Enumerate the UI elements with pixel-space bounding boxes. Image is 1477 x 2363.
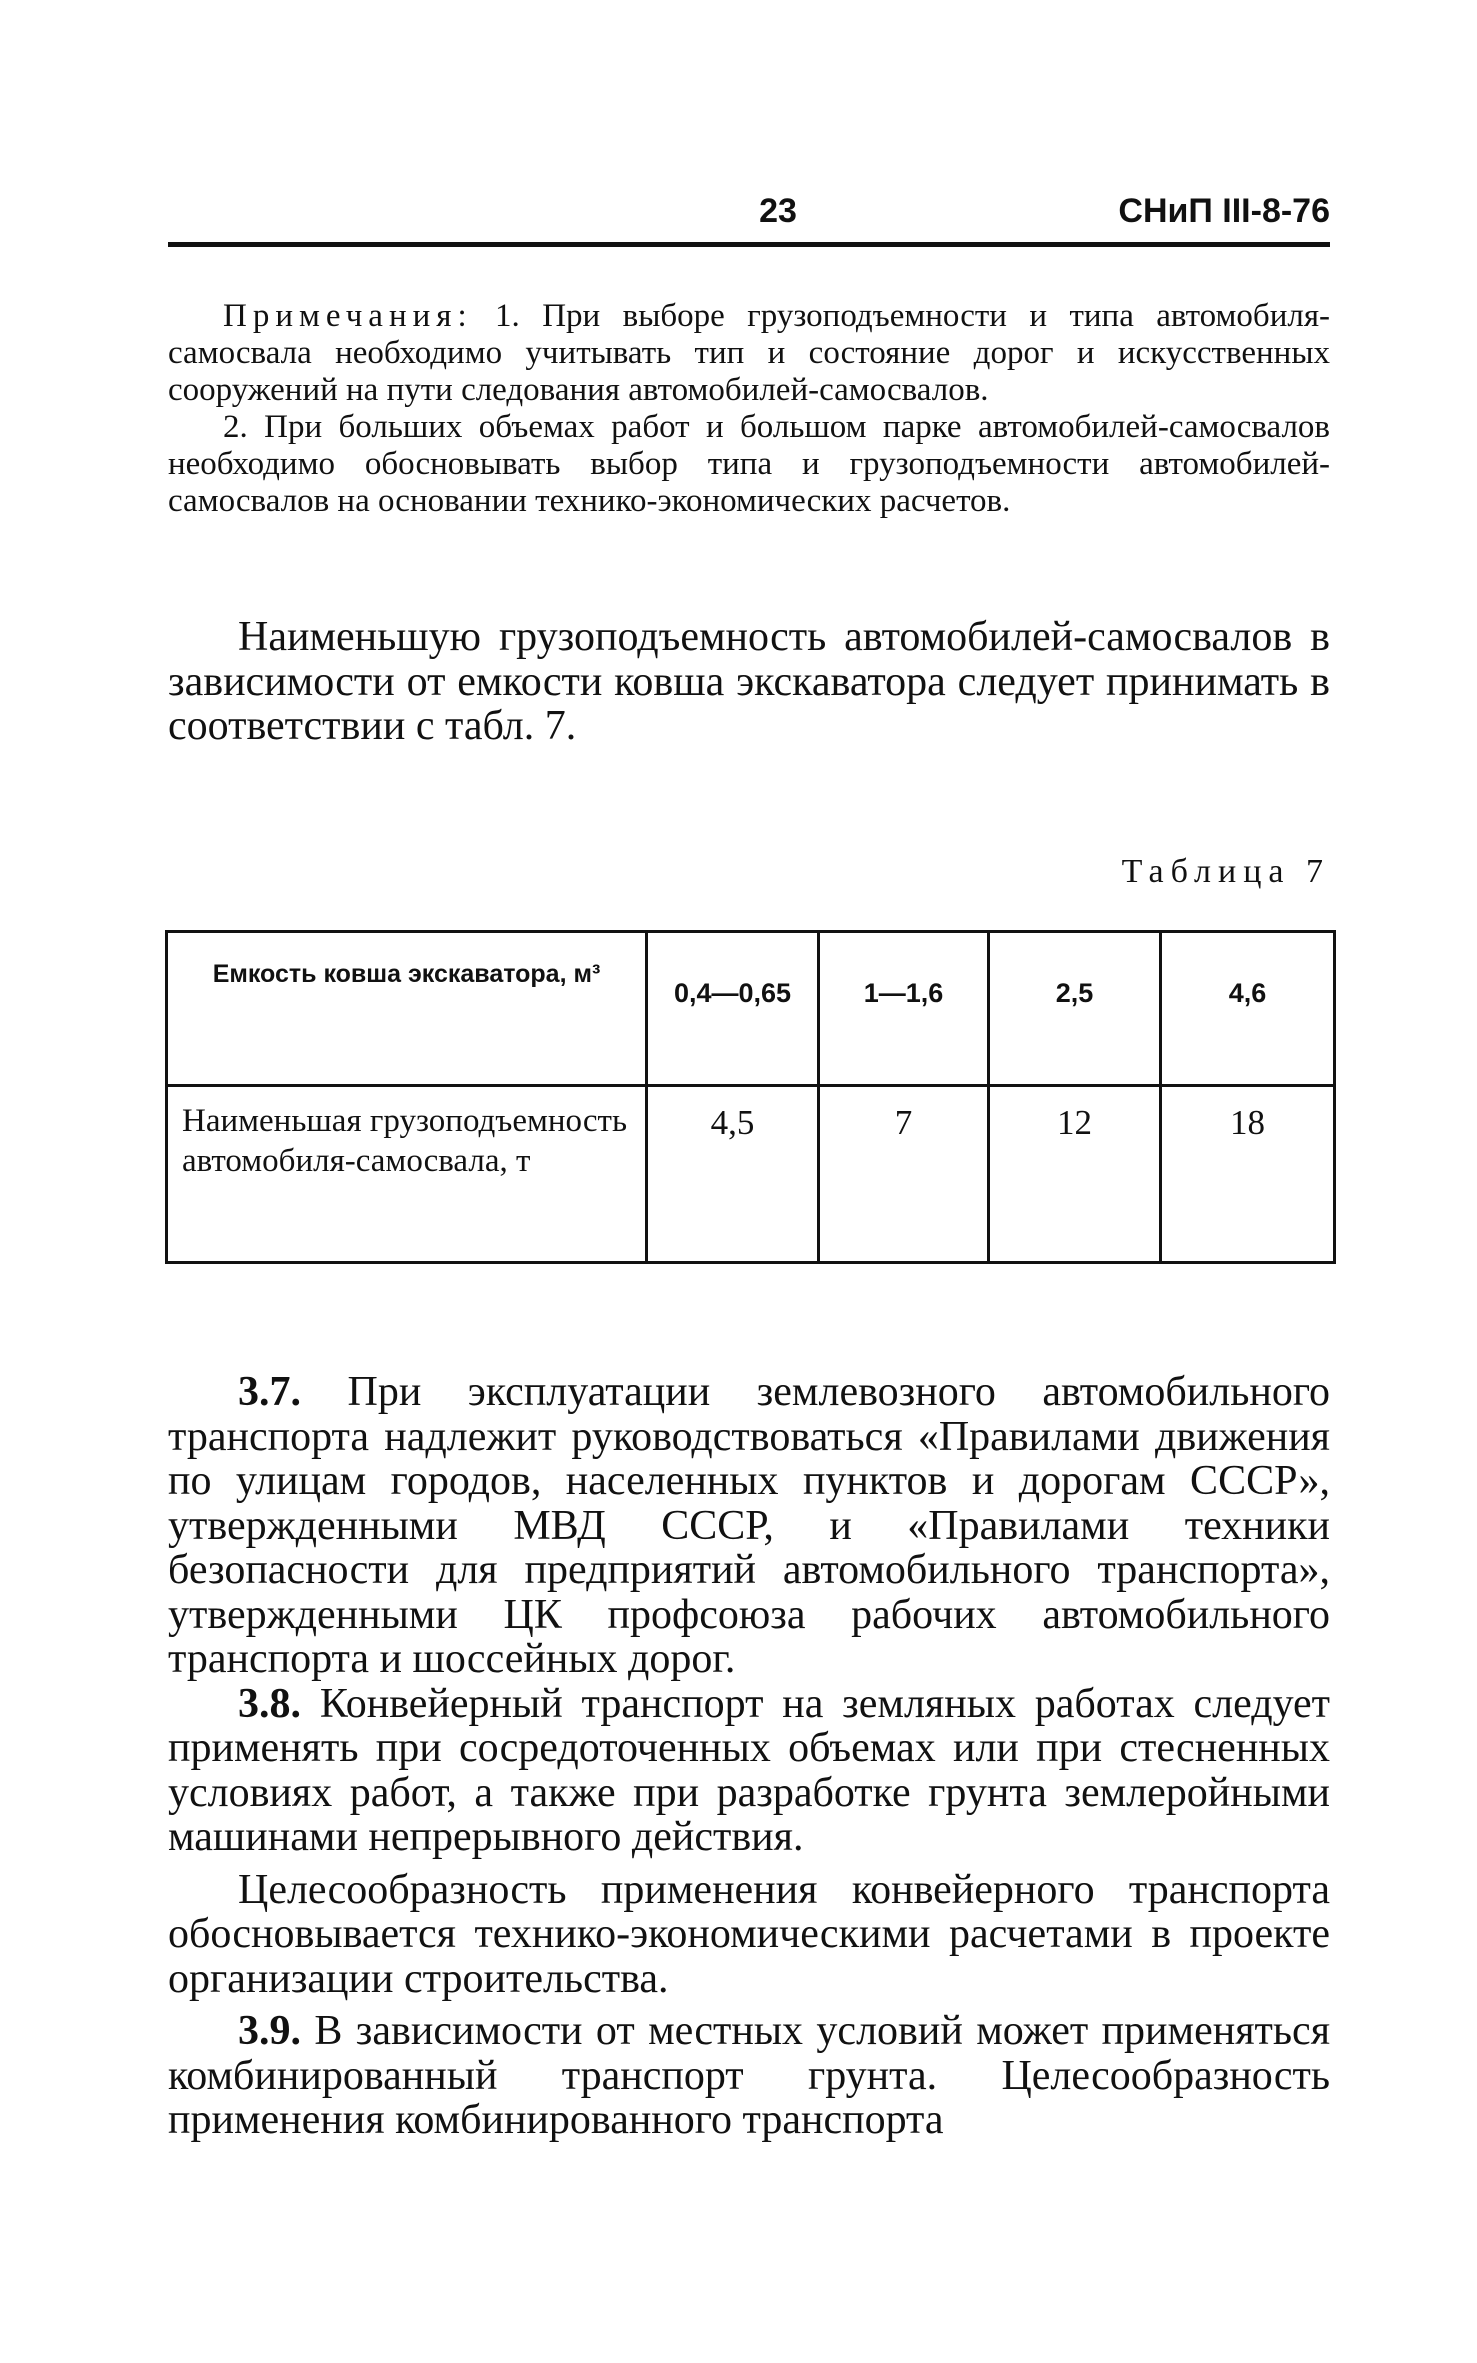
- row-1-label: Емкость ковша экскаватора, м³: [167, 932, 647, 1086]
- header-rule: [168, 242, 1330, 247]
- table-caption: Таблица 7: [1121, 853, 1330, 890]
- row-1-value: 0,4—0,65: [647, 932, 819, 1086]
- page-number: 23: [759, 192, 797, 230]
- note-2: 2. При больших объемах работ и большом парке автомобилей-самосвалов необходимо обосновывать выбор типа и грузоподъемности автомобилей-самосвалов на основании технико-экономических расчетов.: [168, 409, 1330, 519]
- row-1-value: 4,6: [1161, 932, 1335, 1086]
- document-code: СНиП III-8-76: [1118, 192, 1330, 230]
- section-3-9: [168, 2009, 1330, 2143]
- table-row: [167, 932, 1335, 1086]
- row-2-value: 18: [1161, 1086, 1335, 1263]
- row-1-value: 2,5: [989, 932, 1161, 1086]
- section-number: 3.9.: [238, 2008, 301, 2054]
- note-1: [168, 298, 1330, 409]
- section-3-7: [168, 1370, 1330, 1682]
- section-text: При эксплуатации землевозного автомобильного транспорта надлежит руководствоваться «Правилами движения по улицам городов, населенных пунктов и дорогам СССР», утвержденными МВД СССР, и «Правилами техники безопасности для предприятий автомобильного транспорта», утвержденными ЦК профсоюза рабочих автомобильного транспорта и шоссейных дорог.: [168, 1369, 1330, 1682]
- section-text: Конвейерный транспорт на земляных работах следует применять при сосредоточенных объемах или при стесненных условиях работ, а также при разработке грунта землеройными машинами непрерывного действия.: [168, 1680, 1331, 1860]
- section-number: 3.8.: [238, 1680, 301, 1727]
- intro-paragraph: Наименьшую грузоподъемность автомобилей-самосвалов в зависимости от емкости ковша экскаватора следует принимать в соответствии с табл. 7.: [168, 614, 1330, 749]
- notes-block: [168, 298, 1330, 520]
- section-3-8-continued: [168, 1868, 1330, 2002]
- notes-heading: Примечания:: [223, 298, 473, 334]
- row-2-value: 12: [989, 1086, 1161, 1263]
- intro-block: [168, 615, 1330, 749]
- section-3-8: [168, 1682, 1330, 1860]
- row-2-value: 7: [819, 1086, 989, 1263]
- row-2-value: 4,5: [647, 1086, 819, 1263]
- table-row: [167, 1086, 1335, 1263]
- row-2-label: Наименьшая грузоподъемность автомобиля-самосвала, т: [167, 1086, 647, 1263]
- sections-block: [168, 1370, 1330, 2143]
- table-7: [165, 930, 1336, 1264]
- section-number: 3.7.: [238, 1369, 301, 1415]
- row-1-value: 1—1,6: [819, 932, 989, 1086]
- page-header: [168, 192, 1330, 238]
- note-1-text: 1. При выборе грузоподъемности и типа автомобиля-самосвала необходимо учитывать тип и состояние дорог и искусственных сооружений на пути следования автомобилей-самосвалов.: [168, 298, 1330, 408]
- section-text: В зависимости от местных условий может применяться комбинированный транспорт грунта. Целесообразность применения комбинированного транспорта: [168, 2008, 1331, 2143]
- section-text: Целесообразность применения конвейерного транспорта обосновывается технико-экономическими расчетами в проекте организации строительства.: [168, 1866, 1330, 2002]
